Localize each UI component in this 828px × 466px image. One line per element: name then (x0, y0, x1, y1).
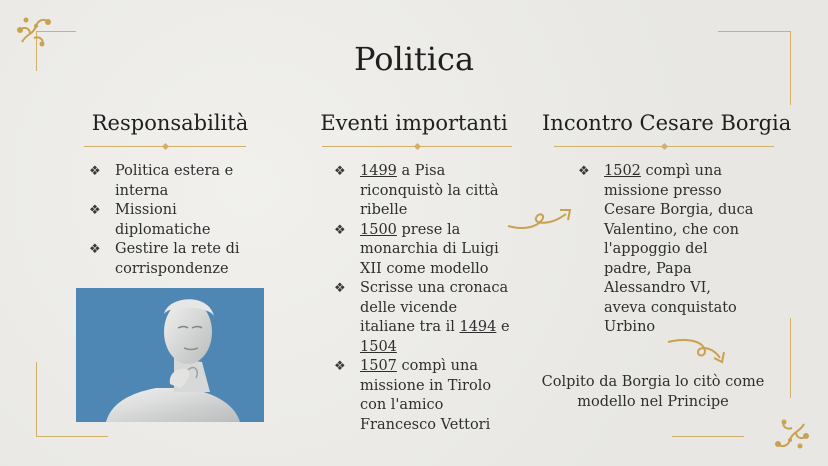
eventi-list (334, 162, 524, 435)
bullet-icon: ❖ (89, 164, 101, 179)
year-link: 1499 (360, 163, 397, 179)
column-heading-eventi: Eventi importanti (320, 111, 508, 135)
frame-line-right-bottom (790, 318, 791, 398)
curly-arrow-icon (506, 204, 576, 234)
year-link: 1502 (604, 163, 641, 179)
bullet-icon: ❖ (334, 281, 346, 296)
list-item: ❖ Politica estera e interna (89, 163, 234, 199)
column-heading-responsabilita: Responsabilità (91, 111, 249, 135)
column-heading-borgia: Incontro Cesare Borgia (542, 111, 792, 135)
list-item: ❖ Gestire la rete di corrispondenze (89, 241, 240, 277)
column-divider (84, 146, 246, 147)
bullet-icon: ❖ (578, 164, 590, 179)
bullet-icon: ❖ (334, 222, 346, 238)
year-link: 1504 (360, 338, 397, 355)
closing-note: Colpito da Borgia lo citò come modello nel Principe (541, 374, 765, 410)
machiavelli-portrait (76, 288, 264, 422)
bullet-icon: ❖ (334, 359, 346, 374)
bust-illustration (76, 288, 264, 422)
bullet-icon: ❖ (89, 203, 101, 218)
bullet-icon: ❖ (334, 164, 346, 179)
frame-line-bottom-right (672, 436, 744, 437)
fleur-ornament-icon (770, 418, 812, 454)
list-item: ❖ 1500 prese la monarchia di Luigi XII come modello (334, 221, 499, 277)
list-item: ❖ 1507 compì una missione in Tirolo con l'amico Francesco Vettori (334, 358, 492, 433)
list-item: ❖ 1499 a Pisa riconquistò la città ribelle (334, 163, 499, 218)
frame-line-bottom-left (36, 436, 108, 437)
slide-title: Politica (353, 40, 475, 78)
column-divider (322, 146, 512, 147)
year-link: 1500 (360, 221, 397, 238)
responsabilita-list (89, 162, 279, 279)
column-divider (554, 146, 774, 147)
curly-arrow-icon (664, 336, 728, 366)
list-item: ❖ Scrisse una cronaca delle vicende italiane tra il 1494 e 1504 (334, 280, 510, 355)
bullet-icon: ❖ (89, 242, 101, 257)
borgia-list (578, 162, 778, 338)
frame-line-top-right (718, 31, 790, 32)
list-item: ❖ Missioni diplomatiche (89, 202, 211, 238)
frame-line-left-bottom (36, 362, 37, 436)
year-link: 1507 (360, 358, 397, 374)
year-link: 1494 (459, 319, 497, 335)
list-item: ❖ 1502 compì una missione presso Cesare Borgia, duca Valentino, che con l'appoggio del padre, Papa Alessandro VI, aveva conquistato Urbino (578, 163, 754, 335)
